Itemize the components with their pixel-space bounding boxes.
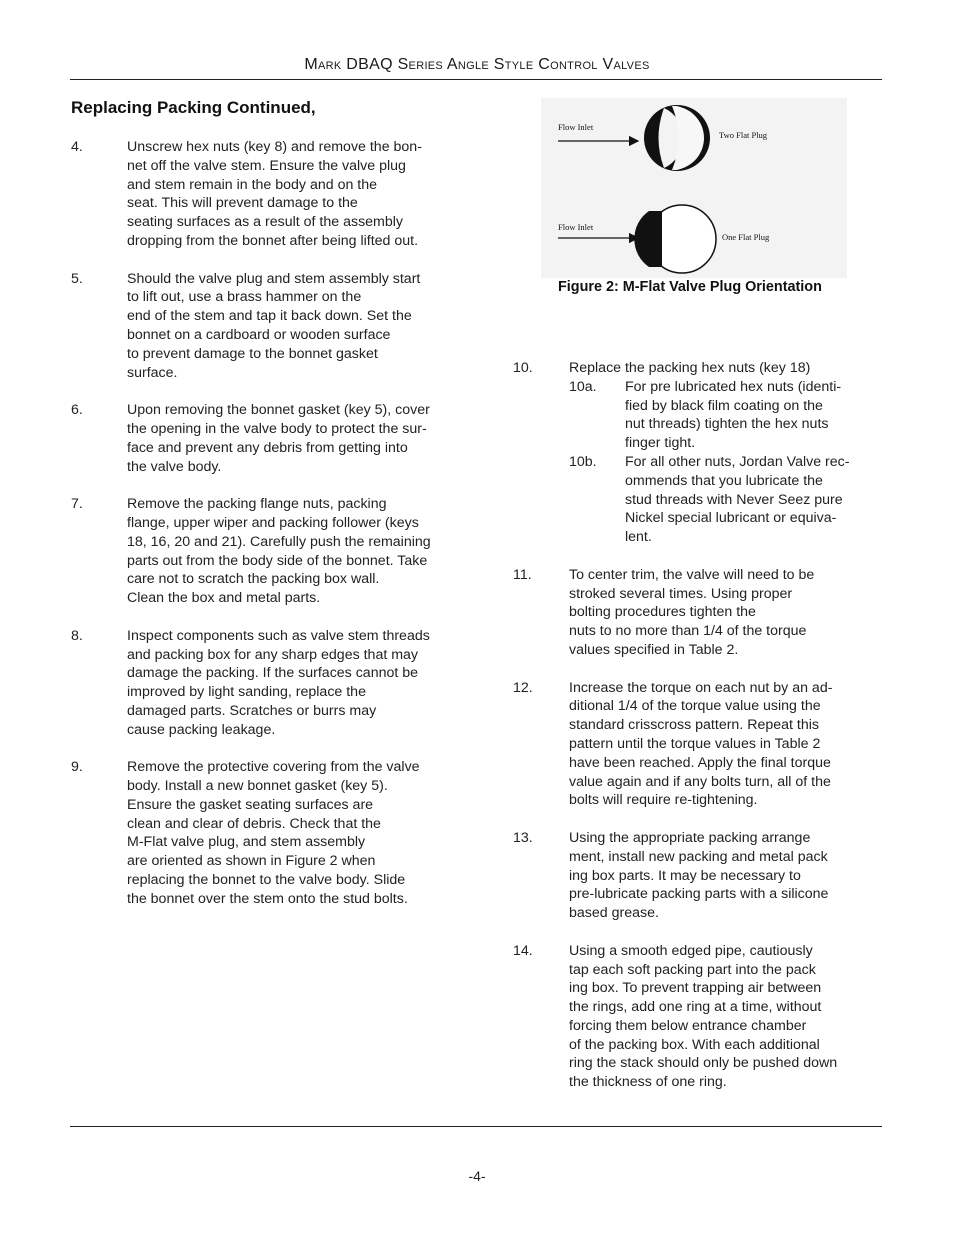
substep-10a (569, 378, 883, 453)
figure-caption: Figure 2: M-Flat Valve Plug Orientation (558, 279, 822, 295)
step-10 (513, 359, 883, 547)
text-line: Clean the box and metal parts. (127, 590, 321, 607)
one-flat-plug-label: One Flat Plug (722, 232, 770, 242)
text-line: and packing box for any sharp edges that may (127, 646, 419, 663)
step-6 (71, 401, 466, 476)
text-line: damage the packing. If the surfaces cannot be (127, 665, 419, 682)
figure-drawing (541, 98, 847, 278)
text-line: replacing the bonnet to the valve body. Slide (127, 872, 406, 889)
text-line: Upon removing the bonnet gasket (key 5), cover (127, 402, 430, 419)
text-line: pattern until the torque values in Table 2 (569, 735, 821, 752)
text-line: pre-lubricate packing parts with a silicone (569, 886, 829, 903)
text-line: Using the appropriate packing arrange (569, 829, 811, 846)
step-text (569, 359, 883, 547)
step-14 (513, 942, 883, 1092)
substep-text (625, 378, 883, 453)
text-line: to prevent damage to the bonnet gasket (127, 345, 378, 362)
step-number: 12. (513, 679, 533, 696)
text-line: the thickness of one ring. (569, 1074, 727, 1091)
substep-10b (569, 453, 883, 547)
text-line: of the packing box. With each additional (569, 1036, 820, 1053)
text-line: tap each soft packing part into the pack (569, 961, 816, 978)
text-line: seating surfaces as a result of the assembly (127, 214, 404, 231)
flow-inlet-label-top: Flow Inlet (558, 122, 594, 132)
valve-plug-orientation-figure (541, 98, 847, 278)
step-7 (71, 495, 466, 608)
text-line: nuts to no more than 1/4 of the torque (569, 623, 807, 640)
text-line: ing box. To prevent trapping air between (569, 980, 822, 997)
step-text (127, 138, 466, 251)
text-line: face and prevent any debris from getting into (127, 439, 408, 456)
text-line: and stem remain in the body and on the (127, 176, 378, 193)
text-line: Remove the packing flange nuts, packing (127, 496, 387, 513)
text-line: dropping from the bonnet after being lifted out. (127, 232, 419, 249)
text-line: value again and if any bolts turn, all of the (569, 773, 831, 790)
text-line: finger tight. (625, 435, 696, 452)
step-text (127, 627, 466, 740)
text-line: nut threads) tighten the hex nuts (625, 416, 829, 433)
step-text (569, 942, 883, 1092)
step-number: 6. (71, 402, 83, 419)
two-flat-plug-label: Two Flat Plug (719, 130, 768, 140)
text-line: ment, install new packing and metal pack (569, 848, 828, 865)
text-line: bolting procedures tighten the (569, 604, 756, 621)
section-heading: Replacing Packing Continued, (71, 98, 316, 117)
text-line: damaged parts. Scratches or burrs may (127, 702, 377, 719)
text-line: have been reached. Apply the final torque (569, 754, 831, 771)
step-text (569, 679, 883, 811)
text-line: Ensure the gasket seating surfaces are (127, 796, 374, 813)
step-5 (71, 270, 466, 383)
header-divider (70, 79, 882, 80)
step-9 (71, 758, 466, 908)
text-line: seat. This will prevent damage to the (127, 195, 358, 212)
text-line: Inspect components such as valve stem threads (127, 627, 430, 644)
text-line: flange, upper wiper and packing follower (keys (127, 514, 419, 531)
text-line: net off the valve stem. Ensure the valve plug (127, 157, 406, 174)
text-line: are oriented as shown in Figure 2 when (127, 853, 376, 870)
step-4 (71, 138, 466, 251)
text-line: Increase the torque on each nut by an ad- (569, 679, 833, 696)
step-number: 8. (71, 627, 83, 644)
step-text (127, 758, 466, 908)
text-line: stroked several times. Using proper (569, 585, 793, 602)
text-line: the valve body. (127, 458, 222, 475)
text-line: ing box parts. It may be necessary to (569, 867, 801, 884)
step-13 (513, 829, 883, 923)
text-line: the opening in the valve body to protect the sur- (127, 420, 427, 437)
text-line: end of the stem and tap it back down. Set the (127, 308, 412, 325)
text-line: For all other nuts, Jordan Valve rec- (625, 453, 850, 470)
text-line: surface. (127, 364, 178, 381)
text-line: standard crisscross pattern. Repeat this (569, 717, 819, 734)
text-line: Nickel special lubricant or equiva- (625, 510, 837, 527)
page-header-title: Mark DBAQ Series Angle Style Control Valves (304, 56, 650, 73)
text-line: improved by light sanding, replace the (127, 684, 366, 701)
step-number: 9. (71, 759, 83, 776)
step-number: 10. (513, 360, 533, 376)
text-line: to lift out, use a brass hammer on the (127, 289, 362, 306)
text-line: Should the valve plug and stem assembly start (127, 270, 421, 287)
text-line: ditional 1/4 of the torque value using the (569, 698, 821, 715)
step-text (569, 566, 883, 660)
text-line: ommends that you lubricate the (625, 472, 823, 489)
text-line: Replace the packing hex nuts (key 18) (569, 360, 811, 376)
substep-number: 10b. (569, 453, 597, 470)
text-line: M-Flat valve plug, and stem assembly (127, 834, 366, 851)
step-11 (513, 566, 883, 660)
substep-number: 10a. (569, 378, 597, 395)
text-line: Remove the protective covering from the valve (127, 759, 420, 776)
text-line: Unscrew hex nuts (key 8) and remove the bon- (127, 139, 422, 155)
step-number: 4. (71, 139, 83, 155)
text-line: values specified in Table 2. (569, 641, 739, 658)
text-line: the rings, add one ring at a time, without (569, 999, 822, 1016)
step-number: 14. (513, 942, 533, 959)
step-number: 13. (513, 829, 533, 846)
text-line: For pre lubricated hex nuts (identi- (625, 378, 842, 395)
step-text (127, 495, 466, 608)
step-text (569, 829, 883, 923)
text-line: bolts will require re-tightening. (569, 792, 758, 809)
step-number: 5. (71, 270, 83, 287)
text-line: 18, 16, 20 and 21). Carefully push the remaining (127, 533, 431, 550)
text-line: fied by black film coating on the (625, 397, 823, 414)
text-line: bonnet on a cardboard or wooden surface (127, 326, 391, 343)
text-line: based grease. (569, 905, 659, 922)
one-flat-plug-shape (634, 205, 716, 273)
text-line: care not to scratch the packing box wall. (127, 571, 380, 588)
step-12 (513, 679, 883, 811)
text-line: clean and clear of debris. Check that the (127, 815, 381, 832)
step-text (127, 401, 466, 476)
text-line: lent. (625, 529, 652, 546)
substep-text (625, 453, 883, 547)
text-line: stud threads with Never Seez pure (625, 491, 843, 508)
step-8 (71, 627, 466, 740)
text-line: cause packing leakage. (127, 721, 276, 738)
two-flat-plug-shape (644, 105, 710, 171)
step-number: 11. (513, 566, 532, 583)
text-line: the bonnet over the stem onto the stud bolts. (127, 890, 408, 907)
text-line: body. Install a new bonnet gasket (key 5). (127, 778, 388, 795)
text-line: To center trim, the valve will need to be (569, 566, 815, 583)
text-line: Using a smooth edged pipe, cautiously (569, 942, 813, 959)
left-column (71, 138, 466, 927)
step-text (127, 270, 466, 383)
text-line: parts out from the body side of the bonnet. Take (127, 552, 428, 569)
text-line: ring the stack should only be pushed down (569, 1055, 838, 1072)
step-number: 7. (71, 496, 83, 513)
text-line: forcing them below entrance chamber (569, 1017, 807, 1034)
flow-inlet-label-bottom: Flow Inlet (558, 222, 594, 232)
footer-divider (70, 1126, 882, 1127)
right-column (513, 359, 883, 1111)
page-number: -4- (468, 1168, 486, 1184)
